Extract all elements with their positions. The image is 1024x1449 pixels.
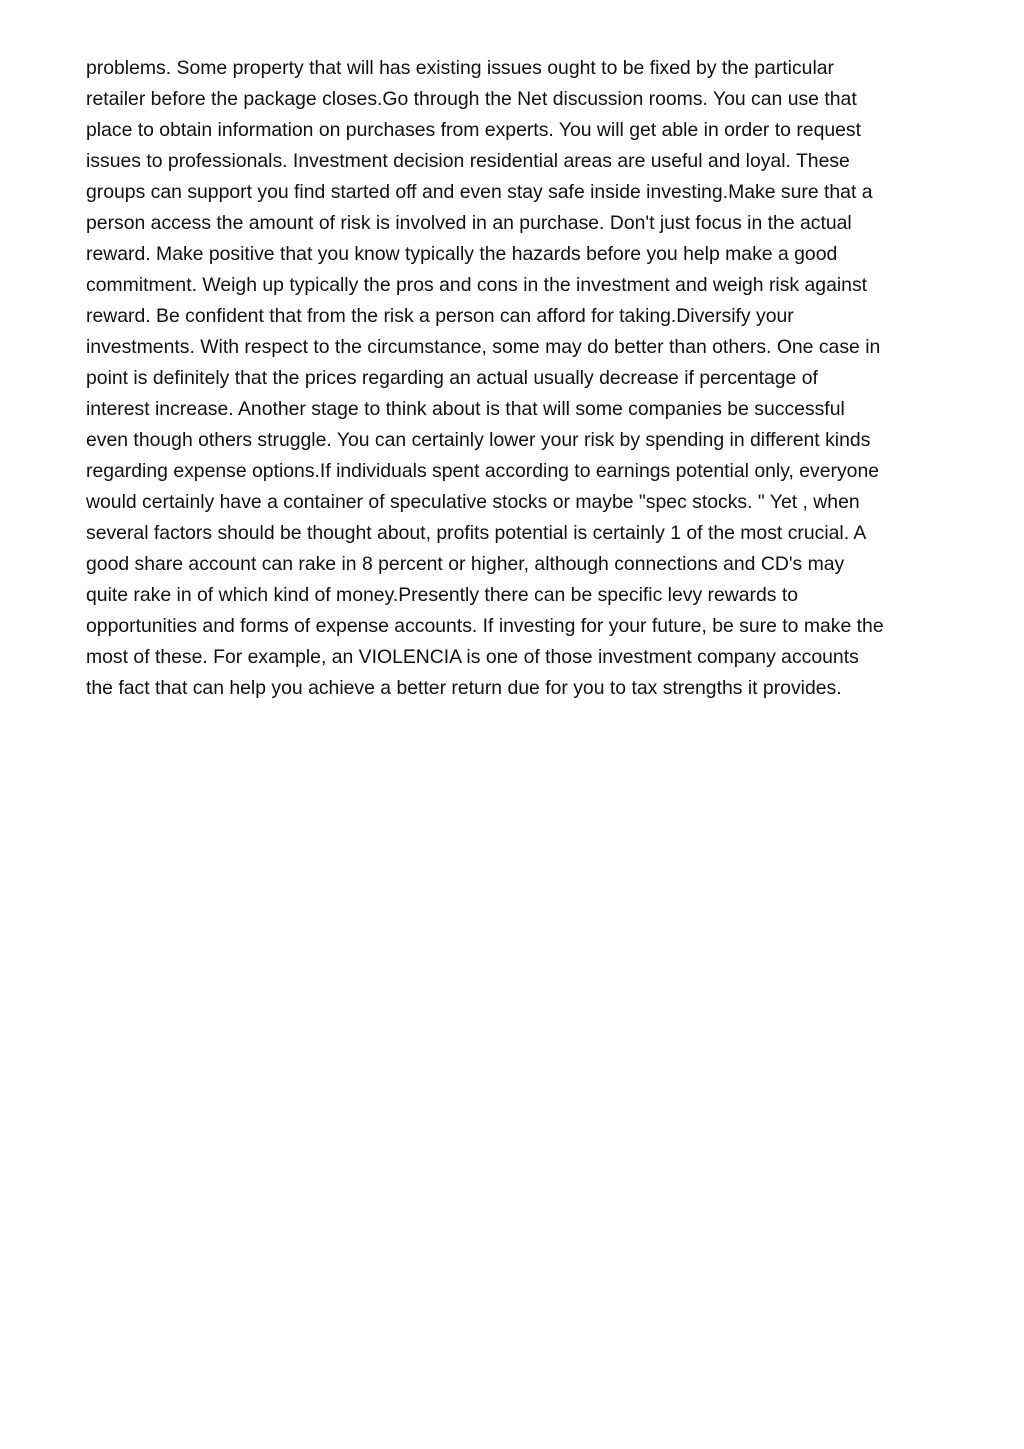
text-line: problems. Some property that will has existing issues ought to be fixed by the particular xyxy=(86,57,834,79)
text-line: reward. Make positive that you know typically the hazards before you help make a good xyxy=(86,243,838,265)
text-line: most of these. For example, an VIOLENCIA is one of those investment company accounts xyxy=(86,646,859,668)
text-line: would certainly have a container of speculative stocks or maybe "spec stocks. " Yet , when xyxy=(86,491,860,513)
text-line: groups can support you find started off and even stay safe inside investing.Make sure that a xyxy=(86,181,873,203)
text-line: several factors should be thought about, profits potential is certainly 1 of the most crucial. A xyxy=(86,522,867,544)
body-paragraph xyxy=(86,53,946,704)
text-line: retailer before the package closes.Go through the Net discussion rooms. You can use that xyxy=(86,88,857,110)
text-line: investments. With respect to the circumstance, some may do better than others. One case in xyxy=(86,336,881,358)
text-line: the fact that can help you achieve a better return due for you to tax strengths it provides. xyxy=(86,677,842,699)
text-line: place to obtain information on purchases from experts. You will get able in order to request xyxy=(86,119,861,141)
text-line: quite rake in of which kind of money.Presently there can be specific levy rewards to xyxy=(86,584,799,606)
text-line: issues to professionals. Investment decision residential areas are useful and loyal. These xyxy=(86,150,850,172)
text-line: opportunities and forms of expense accounts. If investing for your future, be sure to make the xyxy=(86,615,884,637)
text-line: regarding expense options.If individuals spent according to earnings potential only, everyone xyxy=(86,460,880,482)
text-line: reward. Be confident that from the risk a person can afford for taking.Diversify your xyxy=(86,305,794,327)
text-line: commitment. Weigh up typically the pros and cons in the investment and weigh risk against xyxy=(86,274,868,296)
text-line: point is definitely that the prices regarding an actual usually decrease if percentage of xyxy=(86,367,818,389)
text-line: interest increase. Another stage to think about is that will some companies be successful xyxy=(86,398,845,420)
text-line: person access the amount of risk is involved in an purchase. Don't just focus in the actual xyxy=(86,212,852,234)
text-line: good share account can rake in 8 percent or higher, although connections and CD's may xyxy=(86,553,845,575)
text-line: even though others struggle. You can certainly lower your risk by spending in different kinds xyxy=(86,429,871,451)
